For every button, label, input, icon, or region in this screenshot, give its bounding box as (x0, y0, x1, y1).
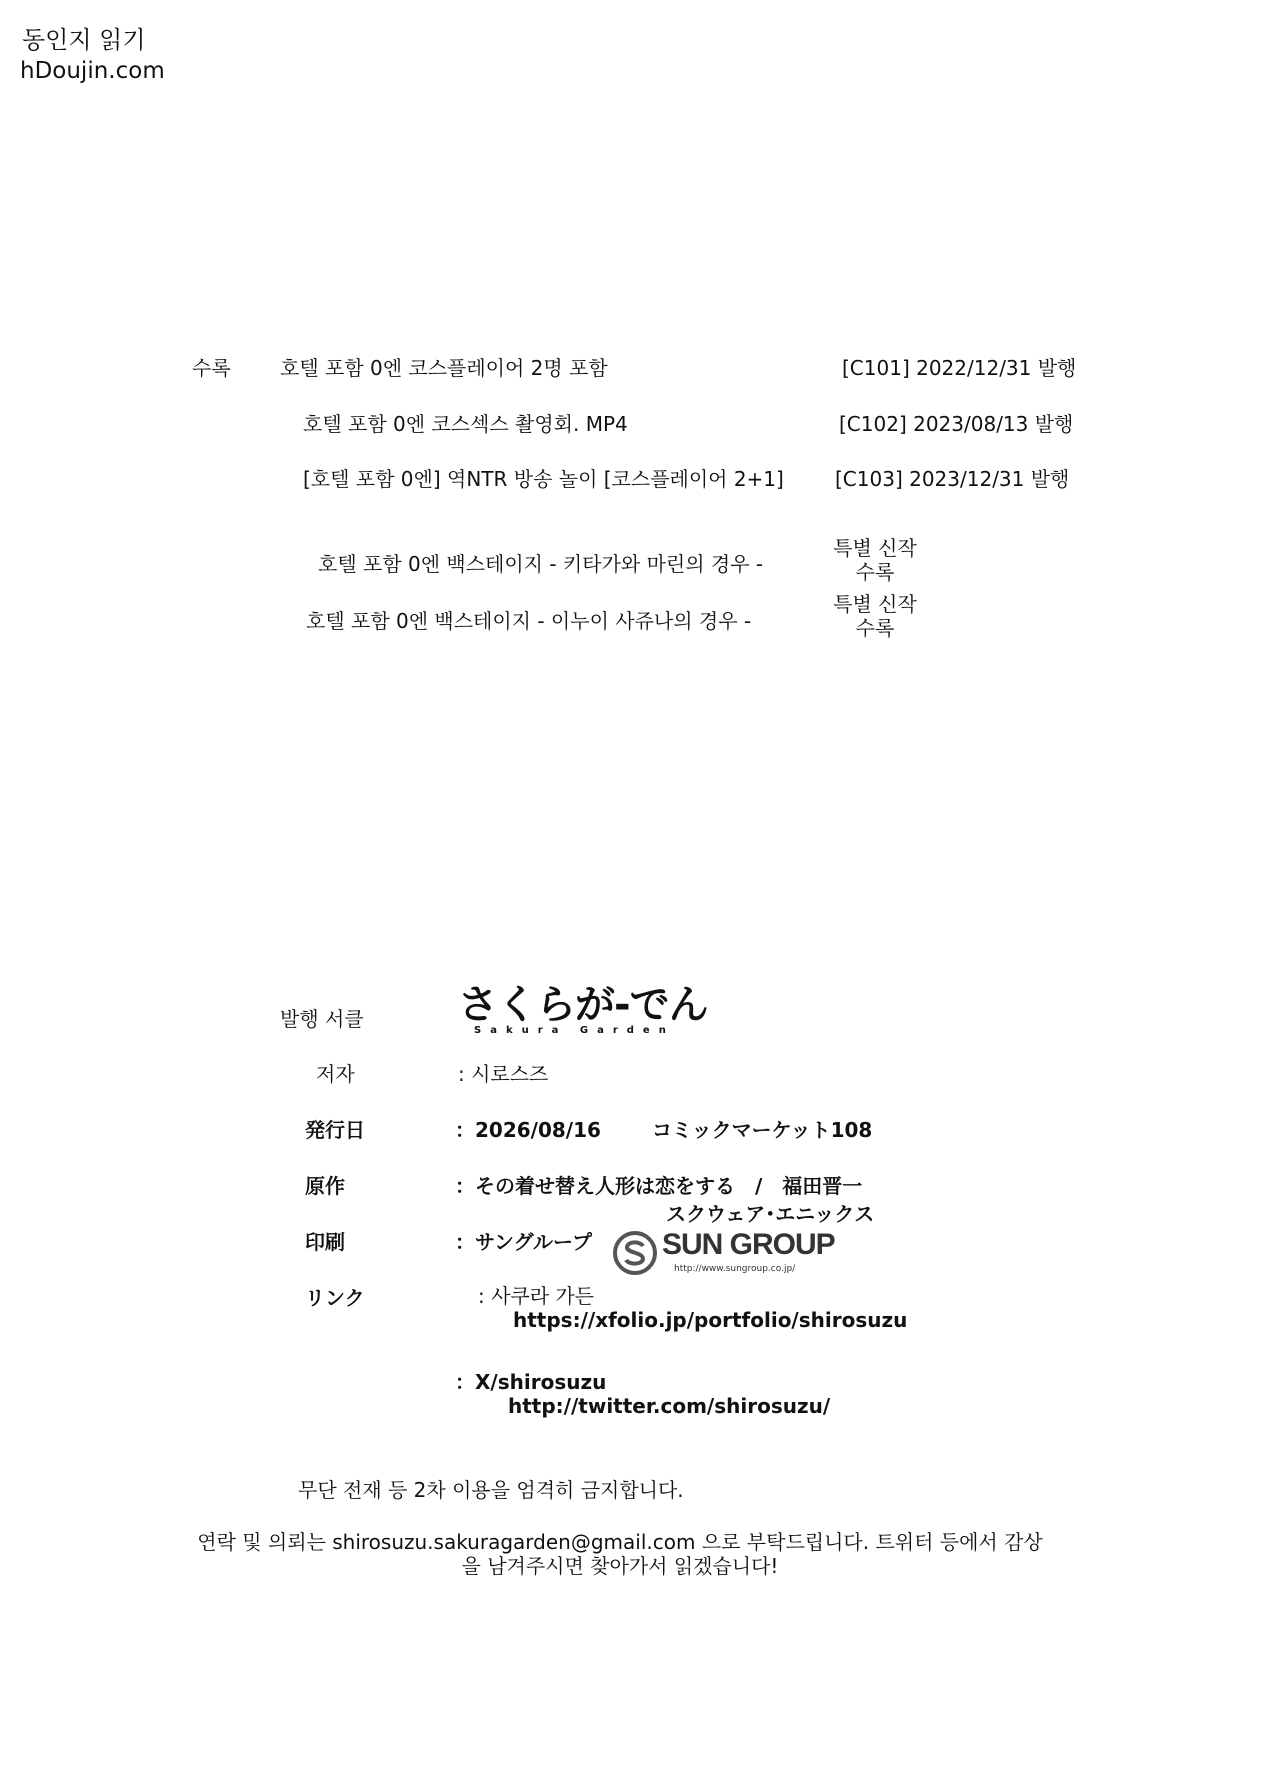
original-value-publisher: スクウェア･エニックス (666, 1202, 875, 1226)
print-value: ：サングループ (455, 1230, 592, 1254)
link2-label: ：X/shirosuzu (455, 1370, 607, 1394)
contact-line1: 연락 및 의뢰는 shirosuzu.sakuragarden@gmail.com 으로 부탁드립니다. 트위터 등에서 감상 (197, 1530, 1043, 1554)
watermark-line1: 동인지 읽기 (22, 26, 146, 54)
contents-item-4-title: 호텔 포함 0엔 백스테이지 - 키타가와 마린의 경우 - (318, 552, 764, 576)
circle-logo (458, 982, 708, 1036)
original-value: ：その着せ替え人形は恋をする / 福田晋一 (455, 1174, 863, 1198)
date-label: 発行日 (305, 1118, 365, 1142)
contents-item-5-info-line1: 특별 신작 (833, 592, 917, 616)
print-label: 印刷 (305, 1230, 345, 1254)
author-value: : 시로스즈 (458, 1062, 549, 1086)
contact-line2: 을 남겨주시면 찾아가서 읽겠습니다! (461, 1554, 779, 1578)
contact-info (120, 1530, 1120, 1578)
contents-item-2-title: 호텔 포함 0엔 코스섹스 촬영회. MP4 (303, 412, 628, 436)
contents-item-5-title: 호텔 포함 0엔 백스테이지 - 이누이 사쥬나의 경우 - (306, 609, 752, 633)
contents-item-4-info-line1: 특별 신작 (833, 536, 917, 560)
contents-item-3-title: [호텔 포함 0엔] 역NTR 방송 놀이 [코스플레이어 2+1] (303, 467, 784, 491)
watermark-line2: hDoujin.com (20, 58, 165, 84)
link2-url[interactable]: http://twitter.com/shirosuzu/ (508, 1394, 831, 1418)
contents-item-1-title: 호텔 포함 0엔 코스플레이어 2명 포함 (280, 356, 608, 380)
circle-logo-text: さくらが-でん (458, 982, 708, 1028)
author-label: 저자 (316, 1062, 355, 1086)
date-value: ：2026/08/16 (455, 1118, 601, 1142)
link1-label: : 사쿠라 가든 (478, 1284, 595, 1308)
contents-item-5-info (820, 592, 930, 640)
contents-item-4-info-line2: 수록 (855, 560, 895, 584)
contents-item-1-info: [C101] 2022/12/31 발행 (842, 356, 1077, 380)
sun-group-logo (612, 1228, 842, 1278)
contents-item-2-info: [C102] 2023/08/13 발행 (839, 412, 1074, 436)
link1-url[interactable]: https://xfolio.jp/portfolio/shirosuzu (513, 1308, 908, 1332)
event-value: コミックマーケット108 (652, 1118, 873, 1142)
contents-item-4-info (820, 536, 930, 584)
sun-group-logo-text: SUN GROUP (662, 1228, 835, 1261)
circle-logo-subtitle: Sakura Garden (474, 1025, 675, 1036)
sun-group-logo-url: http://www.sungroup.co.jp/ (674, 1264, 796, 1274)
contents-item-5-info-line2: 수록 (855, 616, 895, 640)
reprint-notice: 무단 전재 등 2차 이용을 엄격히 금지합니다. (298, 1478, 684, 1502)
original-label: 原作 (305, 1174, 345, 1198)
contents-header: 수록 (192, 356, 231, 380)
sun-group-mark-icon (612, 1230, 658, 1276)
link-label: リンク (305, 1286, 365, 1310)
circle-label: 발행 서클 (280, 1007, 364, 1031)
contents-item-3-info: [C103] 2023/12/31 발행 (835, 467, 1070, 491)
